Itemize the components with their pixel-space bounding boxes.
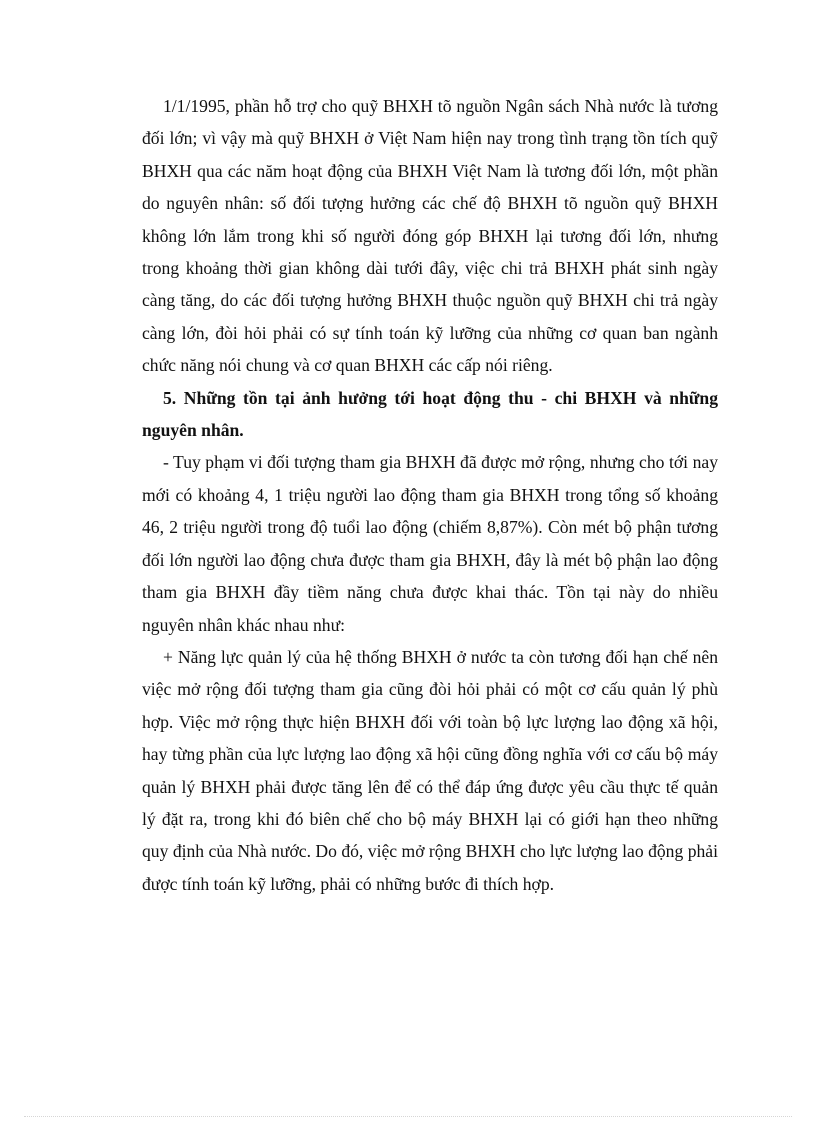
document-body [142, 90, 718, 900]
section-heading: 5. Những tồn tại ảnh hưởng tới hoạt động thu - chi BHXH và những nguyên nhân. [142, 387, 718, 441]
page-footer-rule [24, 1116, 792, 1117]
body-paragraph-scope: - Tuy phạm vi đối tượng tham gia BHXH đã được mở rộng, nhưng cho tới nay mới có khoảng 4, 1 triệu người lao động tham gia BHXH trong tổng số khoảng 46, 2 triệu người trong độ tuổi lao động (chiếm 8,87%). Còn mét bộ phận tương đối lớn người lao động chưa được tham gia BHXH, đây là mét bộ phận lao động tham gia BHXH đầy tiềm năng chưa được khai thác. Tồn tại này do nhiều nguyên nhân khác nhau như: [142, 452, 718, 635]
body-paragraph-continuation: 1/1/1995, phần hỗ trợ cho quỹ BHXH tõ nguồn Ngân sách Nhà nước là tương đối lớn; vì vậy mà quỹ BHXH ở Việt Nam hiện nay trong tình trạng tồn tích quỹ BHXH qua các năm hoạt động của BHXH Việt Nam là tương đối lớn, một phần do nguyên nhân: số đối tượng hưởng các chế độ BHXH tõ nguồn quỹ BHXH không lớn lắm trong khi số người đóng góp BHXH lại tương đối lớn, nhưng trong khoảng thời gian không dài tưới đây, việc chi trả BHXH phát sinh ngày càng tăng, do các đối tượng hưởng BHXH thuộc nguồn quỹ BHXH chi trả ngày càng lớn, đòi hỏi phải có sự tính toán kỹ lưỡng của những cơ quan ban ngành chức năng nói chung và cơ quan BHXH các cấp nói riêng. [142, 96, 718, 376]
body-paragraph-capacity: + Năng lực quản lý của hệ thống BHXH ở nước ta còn tương đối hạn chế nên việc mở rộng đối tượng tham gia cũng đòi hỏi phải có một cơ cấu quản lý phù hợp. Việc mở rộng thực hiện BHXH đối với toàn bộ lực lượng lao động xã hội, hay từng phần của lực lượng lao động xã hội cũng đồng nghĩa với cơ cấu bộ máy quản lý BHXH phải được tăng lên để có thể đáp ứng được yêu cầu thực tế quản lý đặt ra, trong khi đó biên chế cho bộ máy BHXH lại có giới hạn theo những quy định của Nhà nước. Do đó, việc mở rộng BHXH cho lực lượng lao động phải được tính toán kỹ lưỡng, phải có những bước đi thích hợp. [142, 646, 718, 894]
